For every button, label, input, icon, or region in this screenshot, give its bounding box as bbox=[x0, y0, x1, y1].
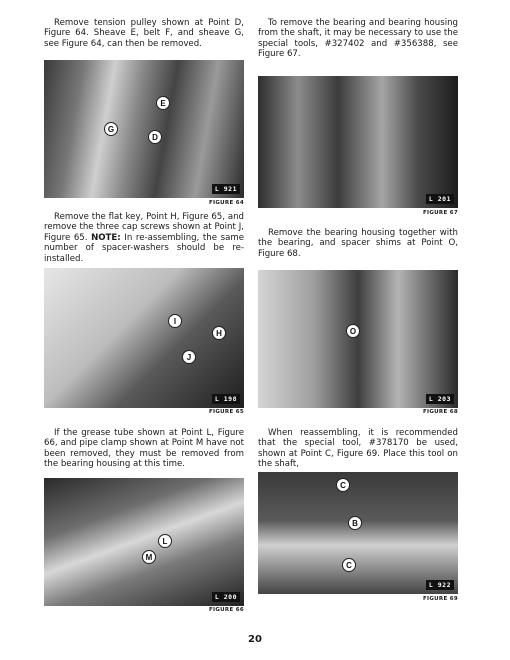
paragraph-reassembling: When reassembling, it is recommended that the special tool, #378170 be used, shown at Point C, Figure 69. Place this tool on the shaft, bbox=[258, 428, 458, 470]
figure-66-photo bbox=[44, 478, 244, 606]
figure-69-photo bbox=[258, 472, 458, 594]
figure-66-caption: FIGURE 66 bbox=[208, 607, 244, 613]
photo-label-l198: L 198 bbox=[212, 394, 240, 404]
photo-label-l203: L 203 bbox=[426, 394, 454, 404]
figure-67-photo bbox=[258, 76, 458, 208]
paragraph-bearing-housing: Remove the bearing housing together with the bearing, and spacer shims at Point O, Figure 68. bbox=[258, 228, 458, 259]
figure-64-caption: FIGURE 64 bbox=[208, 200, 244, 206]
photo-label-l200: L 200 bbox=[212, 592, 240, 602]
figure-64-photo bbox=[44, 60, 244, 198]
figure-67-caption: FIGURE 67 bbox=[422, 210, 458, 216]
figure-68-photo bbox=[258, 270, 458, 408]
photo-label-l921: L 921 bbox=[212, 184, 240, 194]
point-c-marker-top: C bbox=[336, 478, 350, 492]
point-e-marker: E bbox=[156, 96, 170, 110]
note-label: NOTE: bbox=[91, 232, 121, 243]
paragraph-grease-tube: If the grease tube shown at Point L, Figure 66, and pipe clamp shown at Point M have not been removed, they must be removed from the bearing housing at this time. bbox=[44, 428, 244, 470]
photo-label-l922: L 922 bbox=[426, 580, 454, 590]
figure-65-photo bbox=[44, 268, 244, 408]
figure-65-caption: FIGURE 65 bbox=[208, 409, 244, 415]
point-j-marker: J bbox=[182, 350, 196, 364]
paragraph-remove-flat-key: Remove the flat key, Point H, Figure 65, and remove the three cap screws shown at Point J, Figure 65. NOTE: In re-assembling, the same number of spacer-washers should be re-installed. bbox=[44, 212, 244, 264]
point-l-marker: L bbox=[158, 534, 172, 548]
point-i-marker: I bbox=[168, 314, 182, 328]
point-h-marker: H bbox=[212, 326, 226, 340]
paragraph-remove-bearing: To remove the bearing and bearing housing from the shaft, it may be necessary to use the special tools, #327402 and #356388, see Figure 67. bbox=[258, 18, 458, 60]
page-number: 20 bbox=[248, 634, 262, 645]
figure-68-caption: FIGURE 68 bbox=[422, 409, 458, 415]
point-d-marker: D bbox=[148, 130, 162, 144]
point-m-marker: M bbox=[142, 550, 156, 564]
photo-label-l201: L 201 bbox=[426, 194, 454, 204]
paragraph-remove-tension-pulley: Remove tension pulley shown at Point D, Figure 64. Sheave E, belt F, and sheave G, see Figure 64, can then be removed. bbox=[44, 18, 244, 49]
point-b-marker: B bbox=[348, 516, 362, 530]
point-o-marker: O bbox=[346, 324, 360, 338]
point-g-marker: G bbox=[104, 122, 118, 136]
figure-69-caption: FIGURE 69 bbox=[422, 596, 458, 602]
point-c-marker-bottom: C bbox=[342, 558, 356, 572]
